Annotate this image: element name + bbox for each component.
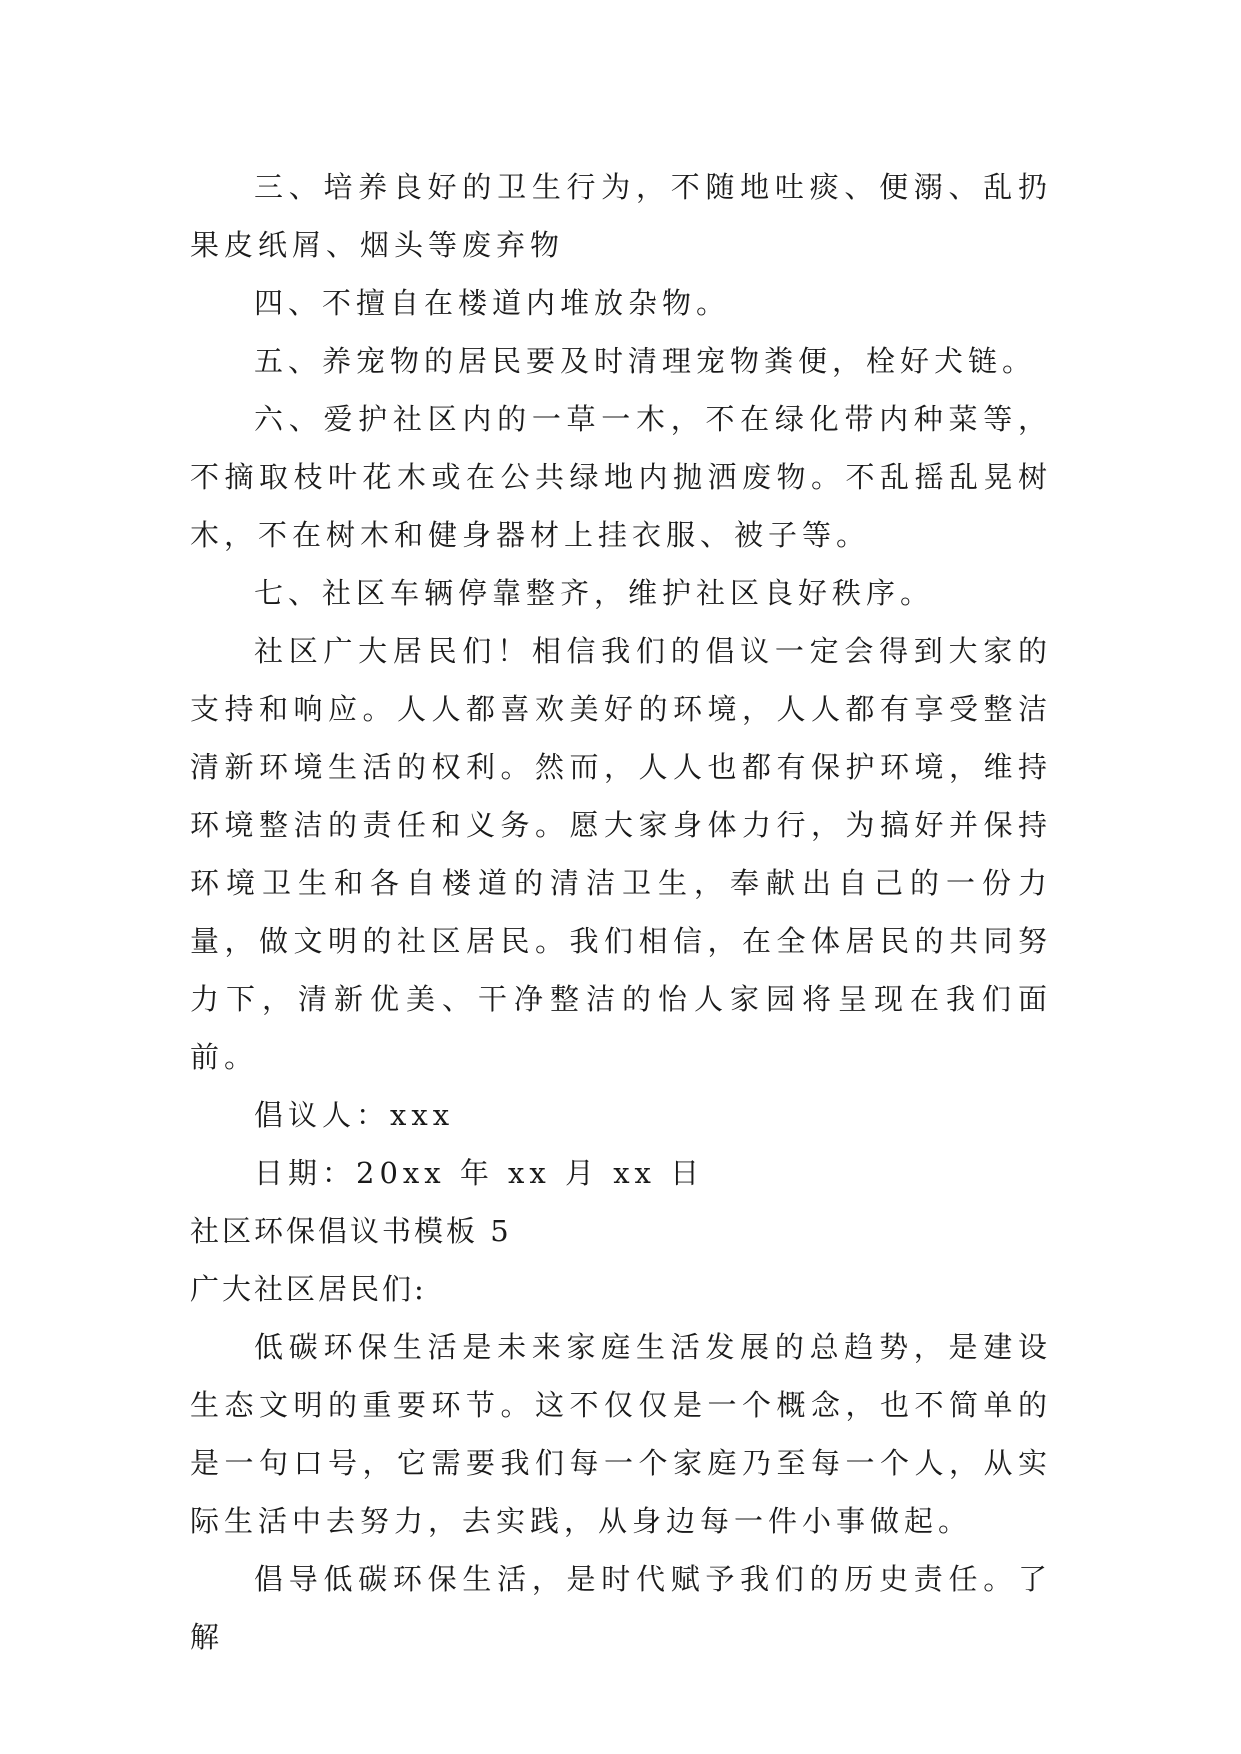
paragraph-item-6: 六、爱护社区内的一草一木，不在绿化带内种菜等，不摘取枝叶花木或在公共绿地内抛洒废物。不乱摇乱晃树木，不在树木和健身器材上挂衣服、被子等。: [190, 402, 1052, 552]
salutation: 广大社区居民们:: [190, 1272, 427, 1306]
paragraph-item-7: 七、社区车辆停靠整齐，维护社区良好秩序。: [254, 576, 935, 610]
document-page: [190, 158, 1052, 1666]
paragraph-closing: 社区广大居民们！相信我们的倡议一定会得到大家的支持和响应。人人都喜欢美好的环境，人人都有享受整洁清新环境生活的权利。然而，人人也都有保护环境，维持环境整洁的责任和义务。愿大家身体力行，为搞好并保持环境卫生和各自楼道的清洁卫生，奉献出自己的一份力量，做文明的社区居民。我们相信，在全体居民的共同努力下，清新优美、干净整洁的怡人家园将呈现在我们面前。: [190, 634, 1052, 1074]
paragraph-item-3: 三、培养良好的卫生行为，不随地吐痰、便溺、乱扔果皮纸屑、烟头等废弃物: [190, 170, 1052, 262]
paragraph-s5-1: 低碳环保生活是未来家庭生活发展的总趋势，是建设生态文明的重要环节。这不仅仅是一个概念，也不简单的是一句口号，它需要我们每一个家庭乃至每一个人，从实际生活中去努力，去实践，从身边每一件小事做起。: [190, 1330, 1052, 1538]
paragraph-s5-2: 倡导低碳环保生活，是时代赋予我们的历史责任。了解: [190, 1562, 1052, 1654]
paragraph-item-5: 五、养宠物的居民要及时清理宠物粪便，栓好犬链。: [254, 344, 1037, 378]
signer-line: 倡议人：xxx: [254, 1098, 455, 1132]
paragraph-item-4: 四、不擅自在楼道内堆放杂物。: [254, 286, 731, 320]
section-title: 社区环保倡议书模板 5: [190, 1214, 512, 1248]
date-line: 日期：20xx 年 xx 月 xx 日: [254, 1156, 705, 1190]
